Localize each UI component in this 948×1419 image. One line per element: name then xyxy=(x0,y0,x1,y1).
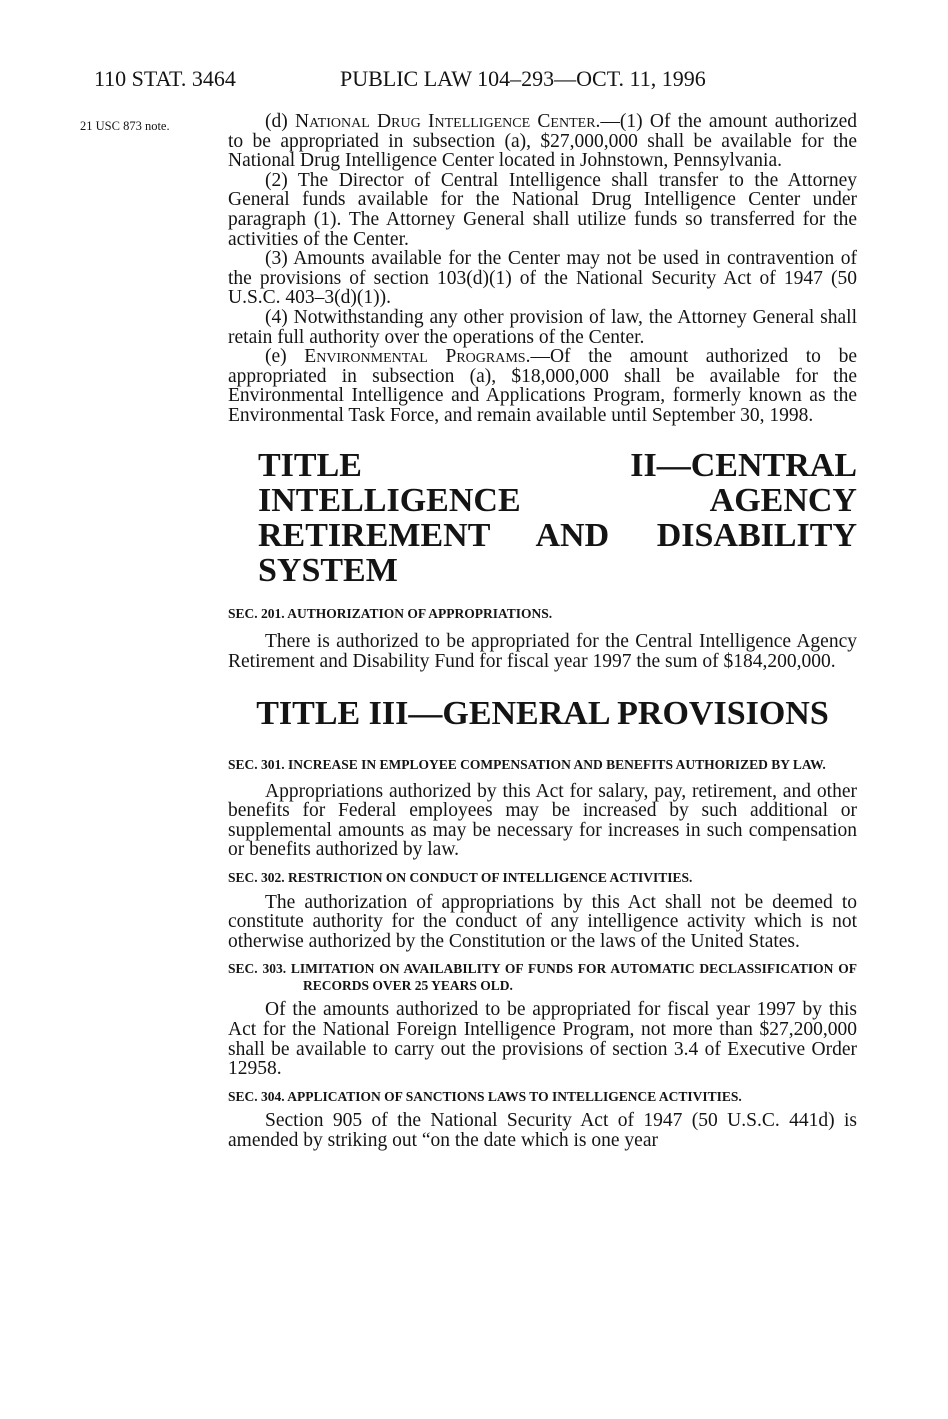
subsection-d-paragraph-3: (3) Amounts available for the Center may not be used in contravention of the provisions of section 103(d)(1) of the National Security Act of 1947 (50 U.S.C. 403–3(d)(1)). xyxy=(228,248,857,309)
title-ii-heading: TITLE II—CENTRAL INTELLIGENCE AGENCY RETIREMENT AND DISABILITY SYSTEM xyxy=(258,446,857,589)
subsection-d-paragraph-2: (2) The Director of Central Intelligence shall transfer to the Attorney General funds available for the National Drug Intelligence Center under paragraph (1). The Attorney General shall utilize funds so transferred for the activities of the Center. xyxy=(228,169,857,250)
subsection-e-heading: Environmental Programs. xyxy=(304,346,531,368)
sec-302-text: The authorization of appropriations by this Act shall not be deemed to constitute authority for the conduct of any intelligence activity which is not otherwise authorized by the Constitution or the laws of the United States. xyxy=(228,891,857,952)
sec-302-heading: SEC. 302. RESTRICTION ON CONDUCT OF INTELLIGENCE ACTIVITIES. xyxy=(228,870,693,886)
sec-201-text: There is authorized to be appropriated for the Central Intelligence Agency Retirement and Disability Fund for fiscal year 1997 the sum of $184,200,000. xyxy=(228,631,857,672)
sec-201-heading: SEC. 201. AUTHORIZATION OF APPROPRIATIONS. xyxy=(228,605,553,621)
sec-301-text: Appropriations authorized by this Act for salary, pay, retirement, and other benefits for Federal employees may be increased by such additional or supplemental amounts as may be necessary for increases in such compensation or benefits authorized by law. xyxy=(228,780,857,861)
page-header xyxy=(94,66,706,92)
sec-303-text: Of the amounts authorized to be appropriated for fiscal year 1997 by this Act for the National Foreign Intelligence Program, not more than $27,200,000 shall be available to carry out the provisions of section 3.4 of Executive Order 12958. xyxy=(228,999,857,1080)
sec-304-text: Section 905 of the National Security Act of 1947 (50 U.S.C. 441d) is amended by striking out “on the date which is one year xyxy=(228,1110,857,1151)
document-body xyxy=(228,112,857,1150)
sec-303-heading: SEC. 303. LIMITATION ON AVAILABILITY OF FUNDS FOR AUTOMATIC DECLASSIFICATION OF RECORDS OVER 25 YEARS OLD. xyxy=(228,961,857,993)
subsection-d-paragraph-1: (d) National Drug Intelligence Center.—(1) Of the amount authorized to be appropriated in subsection (a), $27,000,000 shall be available for the National Drug Intelligence Center located in Johnstown, Pennsylvania. xyxy=(228,111,857,172)
subsection-e-paragraph: (e) Environmental Programs.—Of the amount authorized to be appropriated in subsection (a), $18,000,000 shall be available for the Environmental Intelligence and Applications Program, formerly known as the Environmental Task Force, and remain available until September 30, 1998. xyxy=(228,346,857,426)
public-law-reference: PUBLIC LAW 104–293—OCT. 11, 1996 xyxy=(340,66,706,91)
subsection-d-paragraph-4: (4) Notwithstanding any other provision of law, the Attorney General shall retain full authority over the operations of the Center. xyxy=(228,306,857,348)
title-iii-heading: TITLE III—GENERAL PROVISIONS xyxy=(256,695,829,733)
subsection-d-heading: National Drug Intelligence Center. xyxy=(295,111,601,132)
stat-reference: 110 STAT. 3464 xyxy=(94,66,236,91)
margin-note: 21 USC 873 note. xyxy=(80,119,170,133)
sec-301-heading: SEC. 301. INCREASE IN EMPLOYEE COMPENSATION AND BENEFITS AUTHORIZED BY LAW. xyxy=(228,757,826,773)
sec-304-heading: SEC. 304. APPLICATION OF SANCTIONS LAWS TO INTELLIGENCE ACTIVITIES. xyxy=(228,1088,742,1104)
